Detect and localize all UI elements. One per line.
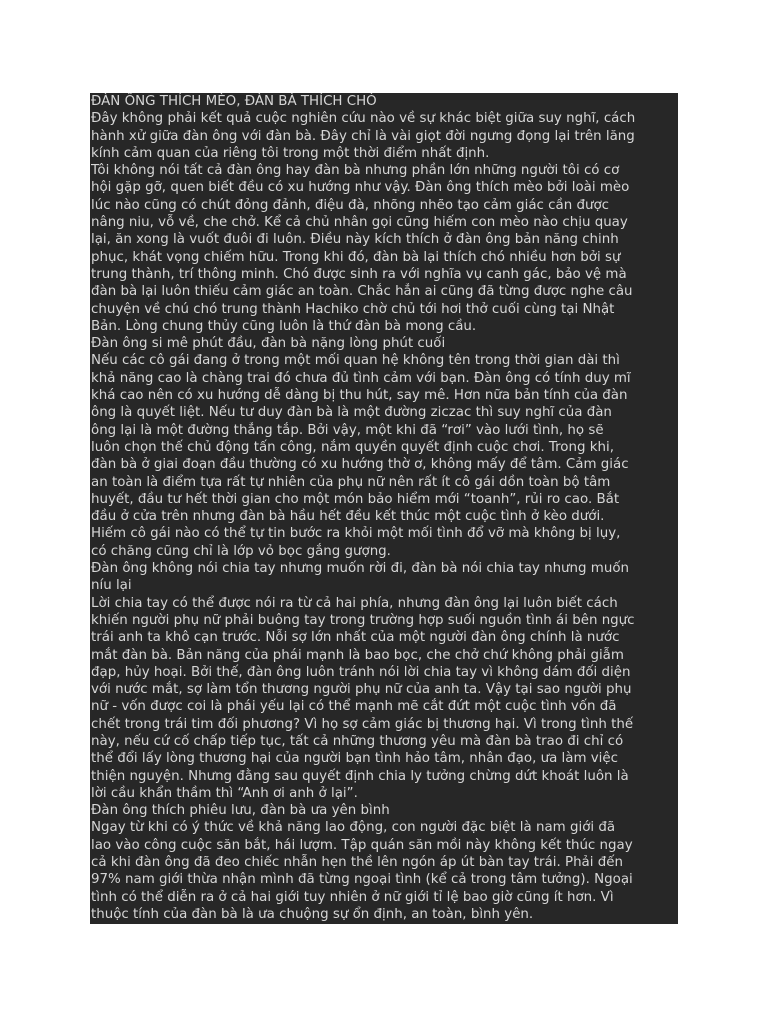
article-line: kính cảm quan của riêng tôi trong một thời điểm nhất định. <box>91 145 490 161</box>
article-line: cả khi đàn ông đã đeo chiếc nhẫn hẹn thề lên ngón áp út bàn tay trái. Phải đến <box>91 855 623 871</box>
article-line: này, nếu cứ cố chấp tiếp tục, tất cả những thương yêu mà đàn bà trao đi chỉ có <box>91 733 624 749</box>
article-line: Ngay từ khi có ý thức về khả năng lao động, con người đặc biệt là nam giới đã <box>91 820 616 836</box>
article-line: Tôi không nói tất cả đàn ông hay đàn bà nhưng phần lớn những người tôi có cơ <box>91 163 620 179</box>
article-line: đạp, hủy hoại. Bởi thế, đàn ông luôn tránh nói lời chia tay vì không dám đối diện <box>91 664 631 680</box>
article-line: thuộc tính của đàn bà là ưa chuộng sự ổn định, an toàn, bình yên. <box>91 906 534 922</box>
article-line: ông lại là một đường thẳng tắp. Bởi vậy, một khi đã “rơi” vào lưới tình, họ sẽ <box>91 422 604 438</box>
article-line: Lời chia tay có thể được nói ra từ cả hai phía, nhưng đàn ông lại luôn biết cách <box>91 595 618 611</box>
article-line: 97% nam giới thừa nhận mình đã từng ngoại tình (kể cả trong tâm tưởng). Ngoại <box>91 872 633 888</box>
article-line: mắt đàn bà. Bản năng của phái mạnh là bao bọc, che chở chứ không phải giẫm <box>91 647 624 663</box>
article-line: có chăng cũng chỉ là lớp vỏ bọc gắng gượng. <box>91 543 391 559</box>
article-line: khả năng cao là chàng trai đó chưa đủ tình cảm với bạn. Đàn ông có tính duy mĩ <box>91 370 631 386</box>
article-line: Đàn ông si mê phút đầu, đàn bà nặng lòng phút cuối <box>91 336 446 352</box>
article-line: huyết, đầu tư hết thời gian cho một món bảo hiểm mới “toanh”, rủi ro cao. Bắt <box>91 491 620 507</box>
article-line: thể đổi lấy lòng thương hại của người bạn tình hảo tâm, nhân đạo, ưa làm việc <box>91 751 619 767</box>
article-line: thiện nguyện. Nhưng đằng sau quyết định chia ly tưởng chừng dứt khoát luôn là <box>91 768 629 784</box>
article-line: đầu ở cửa trên nhưng đàn bà hầu hết đều kết thúc một cuộc tình ở kèo dưới. <box>91 509 605 525</box>
article-line: Bản. Lòng chung thủy cũng luôn là thứ đàn bà mong cầu. <box>91 318 477 334</box>
article-line: trái anh ta khô cạn trước. Nỗi sợ lớn nhất của một người đàn ông chính là nước <box>91 630 620 646</box>
article-line: Đàn ông không nói chia tay nhưng muốn rời đi, đàn bà nói chia tay nhưng muốn <box>91 561 629 577</box>
article-text-block <box>90 93 678 924</box>
article-line: phục, khát vọng chiếm hữu. Trong khi đó, đàn bà lại thích chó nhiều hơn bởi sự <box>91 249 621 265</box>
article-line: an toàn là điểm tựa rất tự nhiên của phụ nữ nên rất ít cô gái dồn toàn bộ tâm <box>91 474 611 490</box>
article-line: đàn bà ở giai đoạn đầu thường có xu hướng thờ ơ, không mấy để tâm. Cảm giác <box>91 457 629 473</box>
article-line: Hiếm cô gái nào có thể tự tin bước ra khỏi một mối tình đổ vỡ mà không bị lụy, <box>91 526 621 542</box>
article-line: trung thành, trí thông minh. Chó được sinh ra với nghĩa vụ canh gác, bảo vệ mà <box>91 266 627 282</box>
article-title: ĐÀN ÔNG THÍCH MÈO, ĐÀN BÀ THÍCH CHÓ <box>91 94 377 109</box>
article-line: nữ - vốn được coi là phái yếu lại có thể mạnh mẽ cắt đứt một cuộc tình vốn đã <box>91 699 617 715</box>
article-line: lời cầu khẩn thầm thì “Anh ơi anh ở lại”. <box>91 785 358 801</box>
article-line: níu lại <box>91 578 132 594</box>
article-line: với nước mắt, sợ làm tổn thương người phụ nữ của anh ta. Vậy tại sao người phụ <box>91 682 632 698</box>
article-line: Nếu các cô gái đang ở trong một mối quan hệ không tên trong thời gian dài thì <box>91 353 620 369</box>
article-line: đàn bà lại luôn thiếu cảm giác an toàn. Chắc hẳn ai cũng đã từng được nghe câu <box>91 284 633 300</box>
article-line: Đây không phải kết quả cuộc nghiên cứu nào về sự khác biệt giữa suy nghĩ, cách <box>91 111 636 127</box>
article-line: ông là quyết liệt. Nếu tư duy đàn bà là một đường ziczac thì suy nghĩ của đàn <box>91 405 612 421</box>
article-line: Đàn ông thích phiêu lưu, đàn bà ưa yên bình <box>91 803 390 819</box>
article-line: luôn chọn thế chủ động tấn công, nắm quyền quyết định cuộc chơi. Trong khi, <box>91 439 614 455</box>
article-line: khá cao nên có xu hướng dễ dàng bị thu hút, say mê. Hơn nữa bản tính của đàn <box>91 388 628 404</box>
article-line: tình có thể diễn ra ở cả hai giới tuy nhiên ở nữ giới tỉ lệ bao giờ cũng ít hơn. Vì <box>91 889 614 905</box>
article-line: chết trong trái tim đối phương? Vì họ sợ cảm giác bị thương hại. Vì trong tình thế <box>91 716 634 732</box>
article-line: chuyện về chú chó trung thành Hachiko chờ chủ tới hơi thở cuối cùng tại Nhật <box>91 301 615 317</box>
article-line: khiến người phụ nữ phải buông tay trong trường hợp suối nguồn tình ái bên ngực <box>91 612 635 628</box>
article-line: lại, ăn xong là vuốt đuôi đi luôn. Điều này kích thích ở đàn ông bản năng chinh <box>91 232 619 248</box>
article-line: lao vào công cuộc săn bắt, hái lượm. Tập quán săn mồi này không kết thúc ngay <box>91 837 633 853</box>
article-line: hành xử giữa đàn ông với đàn bà. Đây chỉ là vài giọt đời ngưng đọng lại trên lăng <box>91 128 635 144</box>
article-line: hội gặp gỡ, quen biết đều có xu hướng như vậy. Đàn ông thích mèo bởi loài mèo <box>91 180 630 196</box>
article-line: nâng niu, vỗ về, che chở. Kể cả chủ nhân gọi cũng hiếm con mèo nào chịu quay <box>91 215 628 231</box>
article-line: lúc nào cũng có chút đỏng đảnh, điệu đà, nhõng nhẽo tạo cảm giác cần được <box>91 197 610 213</box>
